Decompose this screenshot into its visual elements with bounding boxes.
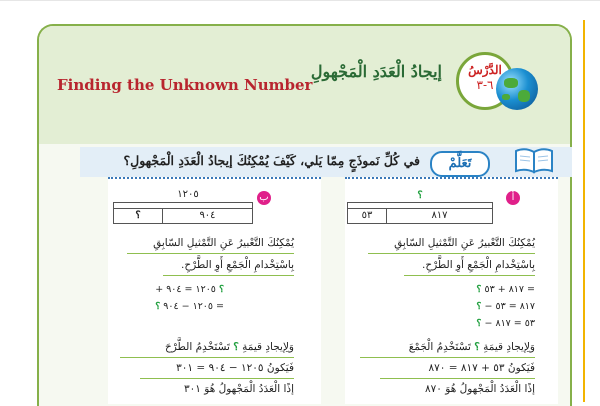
part-b-text-2: بِاسْتِخْدامِ الْجَمْعِ أَوِ الطَّرْحِ.	[181, 259, 294, 271]
page-side-rule	[583, 20, 585, 402]
part-b-underline-3	[120, 357, 294, 358]
part-a-equation-1	[345, 284, 535, 295]
part-a-badge: أ	[506, 191, 520, 205]
part-b-eq2-rest: = ١٢٠٥ − ٩٠٤	[163, 301, 224, 312]
part-b-solve-unknown: ؟	[233, 341, 239, 353]
lesson-title-arabic: إيجادُ الْعَدَدِ الْمَجْهولِ	[310, 62, 442, 81]
part-a-underline-1	[368, 253, 535, 254]
part-a-equation-3	[345, 318, 535, 329]
part-a-bar-left: ٥٣	[361, 210, 373, 221]
part-b-badge: ب	[257, 191, 271, 205]
learn-prompt: في كُلِّ نَموذَجٍ مِمّا يَلي، كَيْفَ يُمْكِنُكَ إيجادُ الْعَدَدِ الْمَجْهولِ؟	[123, 153, 420, 168]
part-b-bar-left: ٩٠٤	[199, 210, 216, 221]
part-a-underline-4	[380, 378, 535, 379]
part-a-bar	[347, 208, 493, 224]
part-a-text-2: بِاسْتِخْدامِ الْجَمْعِ أَوِ الطَّرْحِ.	[422, 259, 535, 271]
page-top-rule	[0, 0, 600, 1]
part-b-total: ١٢٠٥	[177, 189, 199, 200]
part-b-equation-1	[100, 284, 224, 295]
part-b-text-1: يُمْكِنُكَ التَّعْبيرُ عَنِ التَّمْثيلِ السّابِقِ	[153, 237, 294, 249]
learn-label: تَعَلَّمْ	[430, 151, 490, 177]
part-a-solve	[345, 341, 535, 353]
lesson-title-english: Finding the Unknown Number	[57, 76, 313, 94]
part-a-equation-2	[345, 301, 535, 312]
part-a-total: ؟	[417, 190, 423, 201]
part-b-solve-pre: وَلِإيجادِ قيمَةِ	[242, 341, 294, 353]
lesson-label: الدَّرْسُ	[468, 63, 502, 77]
part-b-underline-4	[140, 378, 294, 379]
open-book-icon	[514, 145, 554, 175]
part-a-eq2-unknown: ؟	[476, 301, 482, 312]
part-b-bar	[113, 208, 253, 224]
part-b-answer: إذًا الْعَدَدُ الْمَجْهولُ هُوَ ٣٠١	[184, 383, 294, 395]
part-a-compute: فَيَكونُ ٥٣ + ٨١٧ = ٨٧٠	[428, 362, 535, 374]
part-a-answer: إذًا الْعَدَدُ الْمَجْهولُ هُوَ ٨٧٠	[425, 383, 535, 395]
part-a-eq2-rest: ٨١٧ = ٥٣ −	[484, 301, 535, 312]
part-a-underline-3	[360, 357, 535, 358]
part-a-eq1-unknown: ؟	[476, 284, 482, 295]
part-b-eq1-unknown: ؟	[218, 284, 224, 295]
part-a-solve-unknown: ؟	[474, 341, 480, 353]
part-a-bar-right: ٨١٧	[431, 210, 448, 221]
part-b-compute: فَيَكونُ ١٢٠٥ − ٩٠٤ = ٣٠١	[176, 362, 294, 374]
part-b-bar-right: ؟	[135, 210, 141, 221]
part-b-underline-1	[127, 253, 294, 254]
part-a-eq1-rest: = ٨١٧ + ٥٣	[484, 284, 535, 295]
part-a-solve-pre: وَلِإيجادِ قيمَةِ	[483, 341, 535, 353]
part-b-underline-2	[163, 275, 294, 276]
part-b-solve-post: تَسْتَخْدِمُ الطَّرْحَ	[164, 341, 230, 353]
part-a-underline-2	[404, 275, 535, 276]
globe-icon	[496, 68, 538, 110]
lesson-number: ٦-٣	[476, 78, 494, 92]
part-b-eq1-rest: ١٢٠٥ = ٩٠٤ +	[155, 284, 216, 295]
part-b-eq2-unknown: ؟	[155, 301, 161, 312]
part-a-text-1: يُمْكِنُكَ التَّعْبيرُ عَنِ التَّمْثيلِ السّابِقِ	[394, 237, 535, 249]
part-a-eq3-unknown: ؟	[476, 318, 482, 329]
part-a-eq3-rest: ٥٣ = ٨١٧ −	[484, 318, 535, 329]
part-b-solve	[100, 341, 294, 353]
part-a-solve-post: تَسْتَخْدِمُ الْجَمْعَ	[408, 341, 471, 353]
part-b-equation-2	[100, 301, 224, 312]
